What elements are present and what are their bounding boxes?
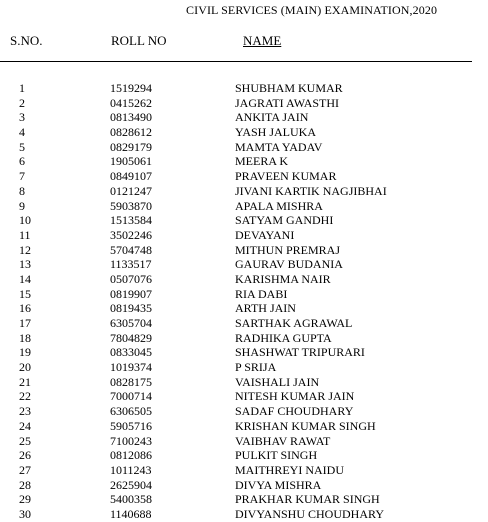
row-name: KRISHAN KUMAR SINGH [235,418,376,433]
row-sno: 6 [19,154,25,169]
row-roll-no: 7100243 [110,433,152,448]
row-name: JIVANI KARTIK NAGJIBHAI [235,183,387,198]
table-row [0,213,488,228]
row-name: DIVYA MISHRA [235,477,322,492]
row-name: VAISHALI JAIN [235,374,320,389]
row-roll-no: 1011243 [110,462,152,477]
table-row [0,154,488,169]
table-row [0,331,488,346]
row-sno: 17 [19,316,31,330]
row-roll-no: 1140688 [110,506,152,521]
row-name: MAITHREYI NAIDU [235,462,344,477]
row-sno: 11 [19,227,31,242]
table-row [0,243,488,258]
table-row [0,463,488,478]
table-row [0,419,488,434]
row-roll-no: 3502246 [110,227,152,242]
row-name: YASH JALUKA [235,125,317,140]
table-row [0,257,488,272]
row-sno: 8 [19,183,25,198]
table-row [0,81,488,96]
row-name: RIA DABI [235,286,288,301]
row-name: PULKIT SINGH [235,448,318,463]
row-sno: 4 [19,125,25,140]
table-row [0,140,488,155]
row-name: SHASHWAT TRIPURARI [235,345,365,360]
row-roll-no: 0849107 [110,169,152,184]
table-row [0,404,488,419]
row-roll-no: 0812086 [110,448,152,463]
row-roll-no: 0833045 [110,345,152,360]
row-roll-no: 0819907 [110,286,152,301]
row-roll-no: 2625904 [110,477,152,492]
row-sno: 14 [19,271,31,286]
row-roll-no: 6306505 [110,404,152,419]
row-name: DIVYANSHU CHOUDHARY [235,506,385,521]
row-sno: 7 [19,169,25,184]
row-roll-no: 0819435 [110,301,152,316]
table-row [0,199,488,214]
table-row [0,507,488,522]
row-sno: 19 [19,345,31,360]
table-row [0,375,488,390]
row-roll-no: 0415262 [110,95,152,110]
table-row [0,448,488,463]
table-row [0,184,488,199]
row-sno: 30 [19,506,31,521]
row-sno: 2 [19,95,25,110]
table-row [0,228,488,243]
row-name: GAURAV BUDANIA [235,257,343,272]
row-name: VAIBHAV RAWAT [235,433,331,448]
row-name: MITHUN PREMRAJ [235,242,341,257]
row-sno: 12 [19,242,31,257]
row-name: KARISHMA NAIR [235,271,331,286]
table-row [0,110,488,125]
row-sno: 20 [19,360,31,375]
table-row [0,169,488,184]
row-roll-no: 5903870 [110,198,152,213]
row-sno: 22 [19,389,31,404]
row-sno: 29 [19,492,31,507]
table-row [0,96,488,111]
row-roll-no: 0828175 [110,374,152,389]
document-title: CIVIL SERVICES (MAIN) EXAMINATION,2020 [186,3,438,17]
row-name: APALA MISHRA [235,198,323,213]
column-header-sno: S.NO. [10,33,43,48]
table-row [0,301,488,316]
row-sno: 28 [19,477,31,492]
row-name: NITESH KUMAR JAIN [235,389,355,404]
row-sno: 24 [19,418,31,433]
row-roll-no: 0813490 [110,110,152,125]
table-row [0,434,488,449]
row-sno: 9 [19,198,25,213]
row-sno: 10 [19,213,31,228]
row-roll-no: 7000714 [110,389,152,404]
row-sno: 13 [19,257,31,272]
row-roll-no: 6305704 [110,316,152,330]
table-row [0,345,488,360]
row-name: P SRIJA [235,360,277,375]
row-sno: 3 [19,110,25,125]
row-sno: 15 [19,286,31,301]
row-roll-no: 5704748 [110,242,152,257]
row-sno: 25 [19,433,31,448]
row-name: SARTHAK AGRAWAL [235,316,353,330]
row-sno: 5 [19,139,25,154]
row-name: SHUBHAM KUMAR [235,81,343,95]
row-name: DEVAYANI [235,227,295,242]
row-roll-no: 1905061 [110,154,152,169]
table-row [0,316,488,331]
row-roll-no: 0121247 [110,183,152,198]
row-roll-no: 1519294 [110,81,152,95]
row-name: PRAKHAR KUMAR SINGH [235,492,380,507]
row-name: MAMTA YADAV [235,139,323,154]
row-sno: 27 [19,462,31,477]
row-sno: 18 [19,330,31,345]
row-roll-no: 0829179 [110,139,152,154]
row-roll-no: 0828612 [110,125,152,140]
row-sno: 21 [19,374,31,389]
row-roll-no: 1019374 [110,360,152,375]
header-divider [0,61,472,62]
row-name: ARTH JAIN [235,301,296,316]
row-name: PRAVEEN KUMAR [235,169,337,184]
row-sno: 23 [19,404,31,419]
table-row [0,478,488,493]
row-roll-no: 5905716 [110,418,152,433]
row-sno: 16 [19,301,31,316]
table-row [0,272,488,287]
row-name: ANKITA JAIN [235,110,309,125]
row-name: SATYAM GANDHI [235,213,334,228]
table-row [0,125,488,140]
results-list [0,81,488,522]
table-row [0,287,488,302]
column-header-name: NAME [243,33,282,48]
row-name: MEERA K [235,154,289,169]
row-name: JAGRATI AWASTHI [235,95,340,110]
row-roll-no: 1133517 [110,257,152,272]
table-row [0,492,488,507]
row-name: RADHIKA GUPTA [235,330,332,345]
row-roll-no: 1513584 [110,213,152,228]
row-roll-no: 0507076 [110,271,152,286]
row-roll-no: 7804829 [110,330,152,345]
row-sno: 26 [19,448,31,463]
table-row [0,360,488,375]
row-roll-no: 5400358 [110,492,152,507]
table-row [0,389,488,404]
row-name: SADAF CHOUDHARY [235,404,354,419]
column-header-roll-no: ROLL NO [111,33,167,48]
row-sno: 1 [19,81,25,95]
